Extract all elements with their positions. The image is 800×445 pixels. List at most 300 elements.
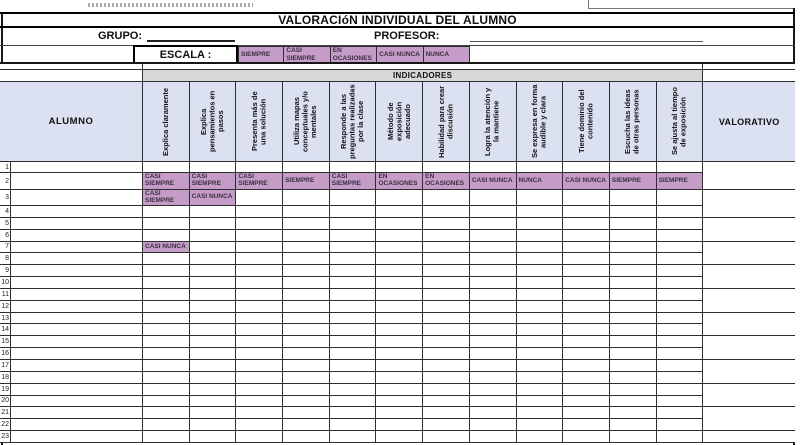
indicator-cell[interactable]	[190, 313, 237, 325]
indicator-cell[interactable]	[563, 431, 610, 443]
indicator-cell[interactable]	[610, 277, 657, 289]
indicator-cell[interactable]	[563, 384, 610, 396]
indicator-cell[interactable]	[283, 289, 330, 301]
alumno-name-cell[interactable]	[11, 253, 143, 265]
indicator-cell[interactable]	[657, 242, 704, 254]
indicator-cell[interactable]	[330, 324, 377, 336]
indicator-cell[interactable]	[563, 253, 610, 265]
indicator-cell[interactable]	[283, 407, 330, 419]
alumno-name-cell[interactable]	[11, 301, 143, 313]
indicator-cell[interactable]	[470, 218, 517, 230]
valorativo-cell[interactable]	[703, 190, 795, 218]
indicator-cell[interactable]	[423, 384, 470, 396]
indicator-cell[interactable]	[517, 360, 564, 372]
indicator-cell[interactable]	[610, 242, 657, 254]
indicator-cell[interactable]	[563, 162, 610, 173]
indicator-cell[interactable]	[190, 336, 237, 348]
indicator-cell[interactable]	[563, 289, 610, 301]
indicator-cell[interactable]	[376, 265, 423, 277]
indicator-cell[interactable]	[190, 384, 237, 396]
indicator-cell[interactable]	[423, 230, 470, 242]
indicator-cell[interactable]	[236, 348, 283, 360]
indicator-cell[interactable]	[190, 419, 237, 431]
indicator-cell[interactable]	[330, 419, 377, 431]
indicator-cell[interactable]	[376, 301, 423, 313]
indicator-cell[interactable]	[143, 289, 190, 301]
indicator-cell[interactable]	[470, 162, 517, 173]
indicator-cell[interactable]	[470, 431, 517, 443]
indicator-cell[interactable]	[190, 265, 237, 277]
indicator-cell[interactable]	[330, 372, 377, 384]
indicator-cell[interactable]	[563, 218, 610, 230]
indicator-cell[interactable]	[236, 396, 283, 408]
indicator-cell[interactable]	[236, 419, 283, 431]
indicator-cell[interactable]	[190, 230, 237, 242]
indicator-cell[interactable]	[143, 419, 190, 431]
indicator-cell[interactable]	[610, 360, 657, 372]
indicator-cell[interactable]	[376, 162, 423, 173]
indicator-cell[interactable]	[610, 407, 657, 419]
alumno-name-cell[interactable]	[11, 277, 143, 289]
indicator-cell[interactable]	[610, 419, 657, 431]
indicator-cell[interactable]	[563, 348, 610, 360]
indicator-cell[interactable]	[657, 230, 704, 242]
indicator-cell[interactable]	[517, 407, 564, 419]
indicator-cell[interactable]	[143, 313, 190, 325]
indicator-cell[interactable]	[610, 265, 657, 277]
indicator-cell[interactable]	[470, 407, 517, 419]
indicator-cell[interactable]	[236, 277, 283, 289]
indicator-cell[interactable]	[517, 190, 564, 206]
rating-cell[interactable]: SIEMPRE	[657, 173, 704, 190]
indicator-cell[interactable]	[563, 336, 610, 348]
indicator-cell[interactable]	[657, 313, 704, 325]
indicator-cell[interactable]	[376, 190, 423, 206]
indicator-cell[interactable]	[657, 277, 704, 289]
indicator-cell[interactable]	[423, 336, 470, 348]
indicator-cell[interactable]	[330, 190, 377, 206]
indicator-cell[interactable]	[283, 218, 330, 230]
rating-cell[interactable]: SIEMPRE	[610, 173, 657, 190]
valorativo-cell[interactable]	[703, 242, 795, 266]
valorativo-cell[interactable]	[703, 407, 795, 431]
indicator-cell[interactable]	[330, 396, 377, 408]
indicator-cell[interactable]	[470, 230, 517, 242]
indicator-cell[interactable]	[657, 384, 704, 396]
indicator-cell[interactable]	[470, 336, 517, 348]
indicator-cell[interactable]	[376, 206, 423, 218]
indicator-cell[interactable]	[470, 253, 517, 265]
indicator-cell[interactable]	[657, 348, 704, 360]
indicator-cell[interactable]	[657, 218, 704, 230]
indicator-cell[interactable]	[610, 324, 657, 336]
indicator-cell[interactable]	[143, 431, 190, 443]
indicator-cell[interactable]	[470, 372, 517, 384]
indicator-cell[interactable]	[423, 348, 470, 360]
indicator-cell[interactable]	[283, 384, 330, 396]
indicator-cell[interactable]	[143, 265, 190, 277]
indicator-cell[interactable]	[517, 313, 564, 325]
indicator-cell[interactable]	[330, 431, 377, 443]
alumno-name-cell[interactable]	[11, 431, 143, 443]
alumno-name-cell[interactable]	[11, 313, 143, 325]
indicator-cell[interactable]	[610, 396, 657, 408]
rating-cell[interactable]: CASI NUNCA	[470, 173, 517, 190]
indicator-cell[interactable]	[470, 301, 517, 313]
indicator-cell[interactable]	[470, 289, 517, 301]
indicator-cell[interactable]	[190, 162, 237, 173]
indicator-cell[interactable]	[143, 348, 190, 360]
indicator-cell[interactable]	[657, 301, 704, 313]
valorativo-cell[interactable]	[703, 384, 795, 408]
indicator-cell[interactable]	[236, 206, 283, 218]
indicator-cell[interactable]	[143, 162, 190, 173]
indicator-cell[interactable]	[283, 230, 330, 242]
indicator-cell[interactable]	[423, 372, 470, 384]
rating-cell[interactable]: CASI SIEMPRE	[330, 173, 377, 190]
indicator-cell[interactable]	[610, 384, 657, 396]
indicator-cell[interactable]	[423, 265, 470, 277]
valorativo-cell[interactable]	[703, 289, 795, 313]
indicator-cell[interactable]	[563, 277, 610, 289]
indicator-cell[interactable]	[236, 218, 283, 230]
indicator-cell[interactable]	[283, 190, 330, 206]
indicator-cell[interactable]	[330, 336, 377, 348]
indicator-cell[interactable]	[376, 419, 423, 431]
indicator-cell[interactable]	[657, 431, 704, 443]
indicator-cell[interactable]	[470, 360, 517, 372]
indicator-cell[interactable]	[657, 265, 704, 277]
indicator-cell[interactable]	[423, 419, 470, 431]
indicator-cell[interactable]	[283, 396, 330, 408]
indicator-cell[interactable]	[563, 301, 610, 313]
indicator-cell[interactable]	[517, 336, 564, 348]
indicator-cell[interactable]	[330, 253, 377, 265]
indicator-cell[interactable]	[143, 253, 190, 265]
indicator-cell[interactable]	[236, 289, 283, 301]
indicator-cell[interactable]	[470, 384, 517, 396]
indicator-cell[interactable]	[236, 265, 283, 277]
indicator-cell[interactable]	[376, 289, 423, 301]
valorativo-cell[interactable]	[703, 336, 795, 360]
rating-cell[interactable]: CASI NUNCA	[190, 190, 237, 206]
indicator-cell[interactable]	[143, 372, 190, 384]
indicator-cell[interactable]	[517, 206, 564, 218]
indicator-cell[interactable]	[330, 242, 377, 254]
indicator-cell[interactable]	[283, 206, 330, 218]
indicator-cell[interactable]	[376, 313, 423, 325]
indicator-cell[interactable]	[610, 206, 657, 218]
indicator-cell[interactable]	[423, 324, 470, 336]
indicator-cell[interactable]	[376, 230, 423, 242]
indicator-cell[interactable]	[330, 348, 377, 360]
alumno-name-cell[interactable]	[11, 348, 143, 360]
indicator-cell[interactable]	[657, 396, 704, 408]
rating-cell[interactable]: CASI NUNCA	[563, 173, 610, 190]
indicator-cell[interactable]	[236, 407, 283, 419]
alumno-name-cell[interactable]	[11, 265, 143, 277]
indicator-cell[interactable]	[236, 360, 283, 372]
indicator-cell[interactable]	[517, 384, 564, 396]
indicator-cell[interactable]	[283, 301, 330, 313]
indicator-cell[interactable]	[657, 289, 704, 301]
indicator-cell[interactable]	[330, 162, 377, 173]
indicator-cell[interactable]	[517, 253, 564, 265]
indicator-cell[interactable]	[330, 230, 377, 242]
indicator-cell[interactable]	[423, 206, 470, 218]
indicator-cell[interactable]	[563, 407, 610, 419]
indicator-cell[interactable]	[190, 348, 237, 360]
indicator-cell[interactable]	[470, 190, 517, 206]
indicator-cell[interactable]	[236, 431, 283, 443]
indicator-cell[interactable]	[517, 277, 564, 289]
alumno-name-cell[interactable]	[11, 230, 143, 242]
rating-cell[interactable]: NUNCA	[517, 173, 564, 190]
indicator-cell[interactable]	[330, 313, 377, 325]
indicator-cell[interactable]	[190, 242, 237, 254]
alumno-name-cell[interactable]	[11, 190, 143, 206]
indicator-cell[interactable]	[376, 277, 423, 289]
alumno-name-cell[interactable]	[11, 372, 143, 384]
indicator-cell[interactable]	[190, 360, 237, 372]
indicator-cell[interactable]	[563, 230, 610, 242]
indicator-cell[interactable]	[563, 324, 610, 336]
indicator-cell[interactable]	[376, 372, 423, 384]
indicator-cell[interactable]	[143, 384, 190, 396]
indicator-cell[interactable]	[610, 218, 657, 230]
indicator-cell[interactable]	[517, 218, 564, 230]
indicator-cell[interactable]	[610, 253, 657, 265]
indicator-cell[interactable]	[236, 242, 283, 254]
indicator-cell[interactable]	[610, 372, 657, 384]
alumno-name-cell[interactable]	[11, 242, 143, 254]
alumno-name-cell[interactable]	[11, 419, 143, 431]
indicator-cell[interactable]	[330, 206, 377, 218]
indicator-cell[interactable]	[143, 301, 190, 313]
alumno-name-cell[interactable]	[11, 360, 143, 372]
indicator-cell[interactable]	[423, 407, 470, 419]
indicator-cell[interactable]	[236, 384, 283, 396]
indicator-cell[interactable]	[423, 277, 470, 289]
indicator-cell[interactable]	[190, 277, 237, 289]
valorativo-cell[interactable]	[703, 360, 795, 384]
indicator-cell[interactable]	[563, 313, 610, 325]
indicator-cell[interactable]	[236, 336, 283, 348]
indicator-cell[interactable]	[470, 277, 517, 289]
rating-cell[interactable]: CASI SIEMPRE	[143, 190, 190, 206]
indicator-cell[interactable]	[283, 360, 330, 372]
indicator-cell[interactable]	[283, 242, 330, 254]
alumno-name-cell[interactable]	[11, 206, 143, 218]
indicator-cell[interactable]	[376, 253, 423, 265]
indicator-cell[interactable]	[610, 336, 657, 348]
rating-cell[interactable]: CASI NUNCA	[143, 242, 190, 254]
indicator-cell[interactable]	[283, 313, 330, 325]
indicator-cell[interactable]	[423, 431, 470, 443]
indicator-cell[interactable]	[657, 360, 704, 372]
indicator-cell[interactable]	[423, 396, 470, 408]
alumno-name-cell[interactable]	[11, 396, 143, 408]
indicator-cell[interactable]	[330, 277, 377, 289]
indicator-cell[interactable]	[376, 242, 423, 254]
indicator-cell[interactable]	[236, 162, 283, 173]
rating-cell[interactable]: EN OCASIONES	[376, 173, 423, 190]
indicator-cell[interactable]	[283, 162, 330, 173]
alumno-name-cell[interactable]	[11, 173, 143, 190]
indicator-cell[interactable]	[517, 372, 564, 384]
indicator-cell[interactable]	[283, 277, 330, 289]
indicator-cell[interactable]	[470, 348, 517, 360]
indicator-cell[interactable]	[423, 190, 470, 206]
profesor-input-line[interactable]	[470, 41, 703, 42]
indicator-cell[interactable]	[376, 324, 423, 336]
indicator-cell[interactable]	[236, 230, 283, 242]
indicator-cell[interactable]	[610, 313, 657, 325]
indicator-cell[interactable]	[190, 431, 237, 443]
indicator-cell[interactable]	[143, 230, 190, 242]
indicator-cell[interactable]	[330, 218, 377, 230]
indicator-cell[interactable]	[376, 431, 423, 443]
indicator-cell[interactable]	[283, 372, 330, 384]
indicator-cell[interactable]	[610, 230, 657, 242]
alumno-name-cell[interactable]	[11, 324, 143, 336]
indicator-cell[interactable]	[610, 190, 657, 206]
indicator-cell[interactable]	[283, 431, 330, 443]
alumno-name-cell[interactable]	[11, 384, 143, 396]
indicator-cell[interactable]	[236, 324, 283, 336]
indicator-cell[interactable]	[283, 324, 330, 336]
indicator-cell[interactable]	[517, 348, 564, 360]
indicator-cell[interactable]	[376, 384, 423, 396]
indicator-cell[interactable]	[517, 289, 564, 301]
indicator-cell[interactable]	[657, 419, 704, 431]
indicator-cell[interactable]	[190, 206, 237, 218]
indicator-cell[interactable]	[470, 396, 517, 408]
indicator-cell[interactable]	[517, 396, 564, 408]
indicator-cell[interactable]	[657, 324, 704, 336]
indicator-cell[interactable]	[330, 360, 377, 372]
indicator-cell[interactable]	[563, 190, 610, 206]
indicator-cell[interactable]	[610, 289, 657, 301]
indicator-cell[interactable]	[517, 230, 564, 242]
indicator-cell[interactable]	[283, 265, 330, 277]
indicator-cell[interactable]	[330, 301, 377, 313]
indicator-cell[interactable]	[330, 289, 377, 301]
indicator-cell[interactable]	[423, 253, 470, 265]
indicator-cell[interactable]	[143, 407, 190, 419]
indicator-cell[interactable]	[657, 162, 704, 173]
rating-cell[interactable]: EN OCASIONES	[423, 173, 470, 190]
valorativo-cell[interactable]	[703, 162, 795, 190]
valorativo-cell[interactable]	[703, 431, 795, 443]
indicator-cell[interactable]	[236, 372, 283, 384]
indicator-cell[interactable]	[190, 218, 237, 230]
indicator-cell[interactable]	[423, 162, 470, 173]
indicator-cell[interactable]	[517, 301, 564, 313]
valorativo-cell[interactable]	[703, 218, 795, 242]
indicator-cell[interactable]	[376, 218, 423, 230]
rating-cell[interactable]: CASI SIEMPRE	[190, 173, 237, 190]
indicator-cell[interactable]	[190, 396, 237, 408]
indicator-cell[interactable]	[143, 396, 190, 408]
indicator-cell[interactable]	[657, 253, 704, 265]
indicator-cell[interactable]	[236, 190, 283, 206]
indicator-cell[interactable]	[283, 253, 330, 265]
indicator-cell[interactable]	[657, 372, 704, 384]
indicator-cell[interactable]	[376, 348, 423, 360]
indicator-cell[interactable]	[470, 313, 517, 325]
rating-cell[interactable]: CASI SIEMPRE	[236, 173, 283, 190]
indicator-cell[interactable]	[330, 384, 377, 396]
indicator-cell[interactable]	[143, 336, 190, 348]
indicator-cell[interactable]	[470, 265, 517, 277]
indicator-cell[interactable]	[470, 419, 517, 431]
indicator-cell[interactable]	[517, 242, 564, 254]
indicator-cell[interactable]	[563, 242, 610, 254]
indicator-cell[interactable]	[283, 348, 330, 360]
indicator-cell[interactable]	[376, 336, 423, 348]
indicator-cell[interactable]	[423, 360, 470, 372]
indicator-cell[interactable]	[610, 162, 657, 173]
indicator-cell[interactable]	[190, 301, 237, 313]
indicator-cell[interactable]	[517, 419, 564, 431]
indicator-cell[interactable]	[563, 372, 610, 384]
indicator-cell[interactable]	[190, 253, 237, 265]
indicator-cell[interactable]	[563, 419, 610, 431]
indicator-cell[interactable]	[517, 162, 564, 173]
indicator-cell[interactable]	[236, 301, 283, 313]
indicator-cell[interactable]	[143, 324, 190, 336]
indicator-cell[interactable]	[470, 206, 517, 218]
indicator-cell[interactable]	[143, 360, 190, 372]
indicator-cell[interactable]	[563, 265, 610, 277]
indicator-cell[interactable]	[283, 419, 330, 431]
indicator-cell[interactable]	[563, 360, 610, 372]
indicator-cell[interactable]	[143, 277, 190, 289]
indicator-cell[interactable]	[657, 206, 704, 218]
indicator-cell[interactable]	[190, 324, 237, 336]
indicator-cell[interactable]	[143, 206, 190, 218]
indicator-cell[interactable]	[190, 289, 237, 301]
rating-cell[interactable]: CASI SIEMPRE	[143, 173, 190, 190]
alumno-name-cell[interactable]	[11, 162, 143, 173]
indicator-cell[interactable]	[610, 431, 657, 443]
indicator-cell[interactable]	[283, 336, 330, 348]
grupo-input-line[interactable]	[147, 40, 235, 42]
indicator-cell[interactable]	[376, 360, 423, 372]
indicator-cell[interactable]	[330, 407, 377, 419]
indicator-cell[interactable]	[657, 407, 704, 419]
alumno-name-cell[interactable]	[11, 407, 143, 419]
indicator-cell[interactable]	[330, 265, 377, 277]
indicator-cell[interactable]	[470, 324, 517, 336]
valorativo-cell[interactable]	[703, 313, 795, 337]
indicator-cell[interactable]	[563, 396, 610, 408]
indicator-cell[interactable]	[470, 242, 517, 254]
indicator-cell[interactable]	[376, 396, 423, 408]
alumno-name-cell[interactable]	[11, 336, 143, 348]
indicator-cell[interactable]	[423, 242, 470, 254]
indicator-cell[interactable]	[657, 190, 704, 206]
indicator-cell[interactable]	[423, 289, 470, 301]
indicator-cell[interactable]	[423, 301, 470, 313]
indicator-cell[interactable]	[190, 407, 237, 419]
indicator-cell[interactable]	[236, 253, 283, 265]
valorativo-cell[interactable]	[703, 265, 795, 289]
indicator-cell[interactable]	[517, 431, 564, 443]
alumno-name-cell[interactable]	[11, 218, 143, 230]
indicator-cell[interactable]	[657, 336, 704, 348]
